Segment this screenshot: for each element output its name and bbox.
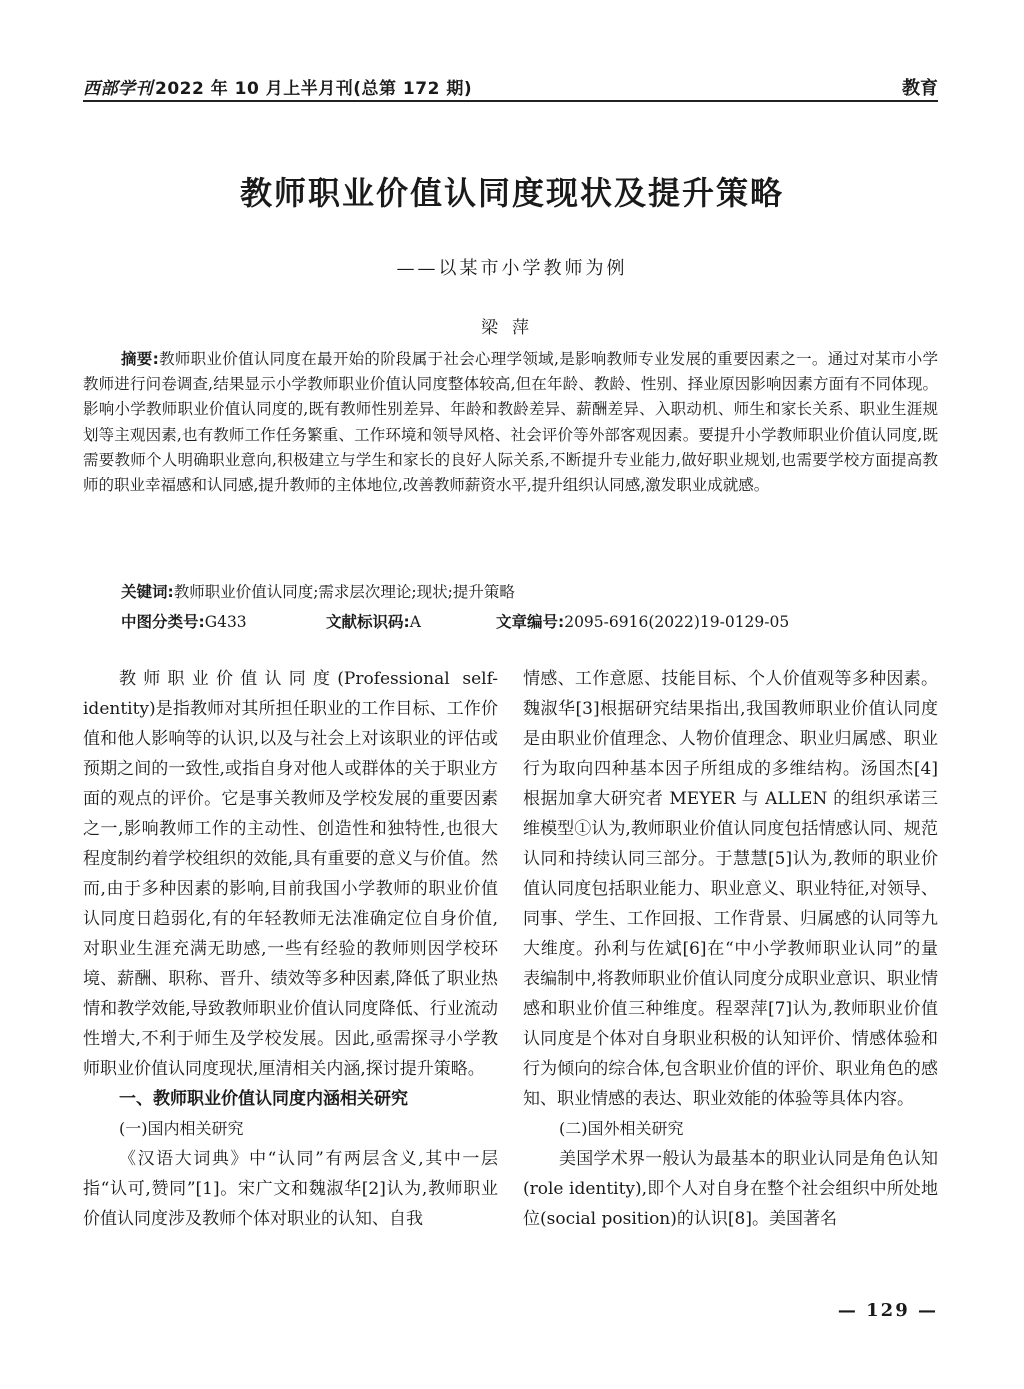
keywords-text: 教师职业价值认同度;需求层次理论;现状;提升策略 bbox=[173, 583, 515, 601]
running-header bbox=[83, 70, 938, 102]
body-column-left bbox=[83, 664, 498, 1234]
doc-label: 文献标识码: bbox=[326, 613, 410, 631]
subsection-heading: (一)国内相关研究 bbox=[119, 1119, 244, 1138]
article-number bbox=[496, 610, 789, 632]
body-column-right bbox=[523, 664, 938, 1234]
subsection-heading: (二)国外相关研究 bbox=[559, 1119, 684, 1138]
article-value: 2095-6916(2022)19-0129-05 bbox=[564, 613, 790, 631]
article-title: 教师职业价值认同度现状及提升策略 bbox=[239, 174, 784, 212]
abstract-label: 摘要: bbox=[121, 350, 159, 368]
clc-value: G433 bbox=[204, 613, 247, 631]
body-paragraph: 教师职业价值认同度(Professional self-identity)是指教师对其所担任职业的工作目标、工作价值和他人影响等的认识,以及与社会上对该职业的评估或预期之间的一致性,或指自身对他人或群体的关于职业方面的观点的评价。它是事关教师及学校发展的重要因素之一,影响教师工作的主动性、创造性和独特性,也很大程度制约着学校组织的效能,具有重要的意义与价值。然而,由于多种因素的影响,目前我国小学教师的职业价值认同度日趋弱化,有的年轻教师无法准确定位自身价值,对职业生涯充满无助感,一些有经验的教师则因学校环境、薪酬、职称、晋升、绩效等多种因素,降低了职业热情和教学效能,导致教师职业价值认同度降低、行业流动性增大,不利于师生及学校发展。因此,亟需探寻小学教师职业价值认同度现状,厘清相关内涵,探讨提升策略。 bbox=[83, 669, 498, 1079]
issue-info: 2022 年 10 月上半月刊(总第 172 期) bbox=[155, 79, 473, 99]
body-paragraph: 美国学术界一般认为最基本的职业认同是角色认知(role identity),即个人对自身在整个社会组织中所处地位(social position)的认识[8]。美国著名 bbox=[523, 1149, 938, 1229]
page-number: — 129 — bbox=[837, 1300, 938, 1321]
body-paragraph: 《汉语大词典》中“认同”有两层含义,其中一层指“认可,赞同”[1]。宋广文和魏淑华[2]认为,教师职业价值认同度涉及教师个体对职业的认知、自我 bbox=[83, 1149, 498, 1229]
section-heading: 一、教师职业价值认同度内涵相关研究 bbox=[119, 1089, 408, 1109]
keywords-label: 关键词: bbox=[121, 583, 174, 601]
section-name: 教育 bbox=[902, 78, 938, 99]
clc-label: 中图分类号: bbox=[121, 613, 205, 631]
article-label: 文章编号: bbox=[496, 613, 565, 631]
abstract bbox=[83, 347, 938, 498]
journal-logo: 西部学刊 bbox=[83, 79, 153, 99]
author-name: 梁萍 bbox=[481, 318, 543, 338]
article-subtitle: ——以某市小学教师为例 bbox=[396, 258, 628, 279]
doc-value: A bbox=[409, 613, 421, 631]
keywords bbox=[121, 580, 938, 602]
clc-number bbox=[121, 610, 247, 632]
body-paragraph: 情感、工作意愿、技能目标、个人价值观等多种因素。魏淑华[3]根据研究结果指出,我国教师职业价值认同度是由职业价值理念、人物价值理念、职业归属感、职业行为取向四种基本因子所组成的多维结构。汤国杰[4]根据加拿大研究者 MEYER 与 ALLEN 的组织承诺三维模型①认为,教师职业价值认同度包括情感认同、规范认同和持续认同三部分。于慧慧[5]认为,教师的职业价值认同度包括职业能力、职业意义、职业特征,对领导、同事、学生、工作回报、工作背景、归属感的认同等九大维度。孙利与佐斌[6]在“中小学教师职业认同”的量表编制中,将教师职业价值认同度分成职业意识、职业情感和职业价值三种维度。程翠萍[7]认为,教师职业价值认同度是个体对自身职业积极的认知评价、情感体验和行为倾向的综合体,包含职业价值的评价、职业角色的感知、职业情感的表达、职业效能的体验等具体内容。 bbox=[523, 669, 938, 1109]
abstract-text: 教师职业价值认同度在最开始的阶段属于社会心理学领域,是影响教师专业发展的重要因素之一。通过对某市小学教师进行问卷调查,结果显示小学教师职业价值认同度整体较高,但在年龄、教龄、性别、择业原因影响因素方面有不同体现。影响小学教师职业价值认同度的,既有教师性别差异、年龄和教龄差异、薪酬差异、入职动机、师生和家长关系、职业生涯规划等主观因素,也有教师工作任务繁重、工作环境和领导风格、社会评价等外部客观因素。要提升小学教师职业价值认同度,既需要教师个人明确职业意向,积极建立与学生和家长的良好人际关系,不断提升专业能力,做好职业规划,也需要学校方面提高教师的职业幸福感和认同感,提升教师的主体地位,改善教师薪资水平,提升组织认同感,激发职业成就感。 bbox=[83, 350, 938, 495]
document-code bbox=[326, 610, 421, 632]
